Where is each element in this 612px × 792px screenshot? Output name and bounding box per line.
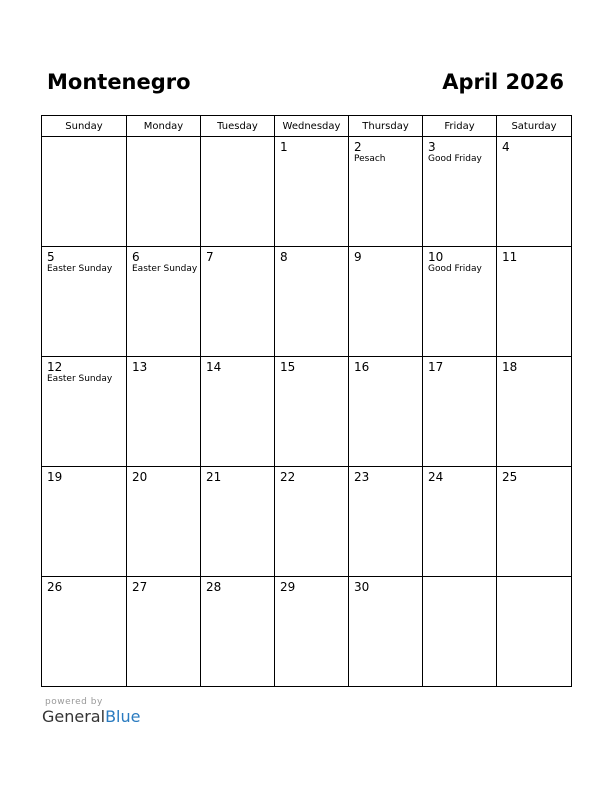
day-number: 1 [280,140,288,154]
holiday-label: Good Friday [428,264,482,274]
day-number: 20 [132,470,148,484]
day-cell [127,247,201,357]
day-number: 10 [428,250,444,264]
day-number: 8 [280,250,288,264]
day-cell [42,467,127,577]
day-cell [497,137,572,247]
holiday-label: Pesach [354,154,386,164]
day-cell [423,137,497,247]
day-cell [127,137,201,247]
day-cell [497,577,572,687]
day-number [42,137,126,140]
week-row-5 [42,577,572,687]
day-number: 9 [354,250,362,264]
day-cell [275,357,349,467]
day-number: 15 [280,360,296,374]
day-cell [275,577,349,687]
footer-branding [42,697,140,726]
day-number: 27 [132,580,148,594]
day-number [201,137,274,140]
day-number [497,577,571,580]
day-cell [201,467,275,577]
weekday-friday: Friday [423,116,497,137]
powered-by-label: powered by [45,697,103,707]
weekday-monday: Monday [127,116,201,137]
day-number: 12 [47,360,63,374]
day-cell [349,247,423,357]
day-cell [497,357,572,467]
day-number: 16 [354,360,370,374]
holiday-label: Easter Sunday [47,374,113,384]
day-number: 11 [502,250,518,264]
country-title: Montenegro [47,70,191,94]
day-number: 25 [502,470,518,484]
month-year-title: April 2026 [442,70,564,94]
day-number: 28 [206,580,222,594]
day-number: 21 [206,470,222,484]
holiday-label: Easter Sunday [47,264,113,274]
day-cell [423,357,497,467]
day-cell [201,577,275,687]
day-number: 3 [428,140,436,154]
calendar-grid [41,115,572,687]
day-cell [127,467,201,577]
day-cell [349,577,423,687]
day-number: 2 [354,140,362,154]
weekday-thursday: Thursday [349,116,423,137]
day-number: 22 [280,470,296,484]
day-cell [275,247,349,357]
day-number: 7 [206,250,214,264]
day-number: 29 [280,580,296,594]
holiday-label: Good Friday [428,154,482,164]
weekday-saturday: Saturday [497,116,572,137]
weekday-wednesday: Wednesday [275,116,349,137]
day-cell [127,577,201,687]
week-row-1 [42,137,572,247]
weekday-sunday: Sunday [42,116,127,137]
generalblue-logo[interactable] [42,708,140,726]
day-number [423,577,496,580]
week-row-4 [42,467,572,577]
day-cell [423,247,497,357]
weekday-tuesday: Tuesday [201,116,275,137]
day-cell [42,357,127,467]
day-cell [127,357,201,467]
day-number: 4 [502,140,510,154]
day-number: 13 [132,360,148,374]
day-cell [42,577,127,687]
day-cell [201,137,275,247]
day-cell [423,467,497,577]
day-number: 19 [47,470,63,484]
day-number: 5 [47,250,55,264]
day-number: 18 [502,360,518,374]
day-number: 17 [428,360,444,374]
day-cell [497,467,572,577]
week-row-3 [42,357,572,467]
day-number: 24 [428,470,444,484]
day-cell [201,247,275,357]
day-number [127,137,200,140]
day-cell [349,357,423,467]
brand-general-text: General [42,707,106,726]
day-number: 23 [354,470,370,484]
holiday-label: Easter Sunday [132,264,198,274]
day-cell [349,467,423,577]
day-cell [275,467,349,577]
day-cell [42,137,127,247]
day-number: 14 [206,360,222,374]
day-number: 6 [132,250,140,264]
day-cell [497,247,572,357]
day-cell [201,357,275,467]
day-cell [275,137,349,247]
week-row-2 [42,247,572,357]
day-number: 30 [354,580,370,594]
weekday-header-row [42,116,572,137]
day-cell [423,577,497,687]
day-cell [349,137,423,247]
day-cell [42,247,127,357]
day-number: 26 [47,580,63,594]
brand-blue-text: Blue [105,707,141,726]
